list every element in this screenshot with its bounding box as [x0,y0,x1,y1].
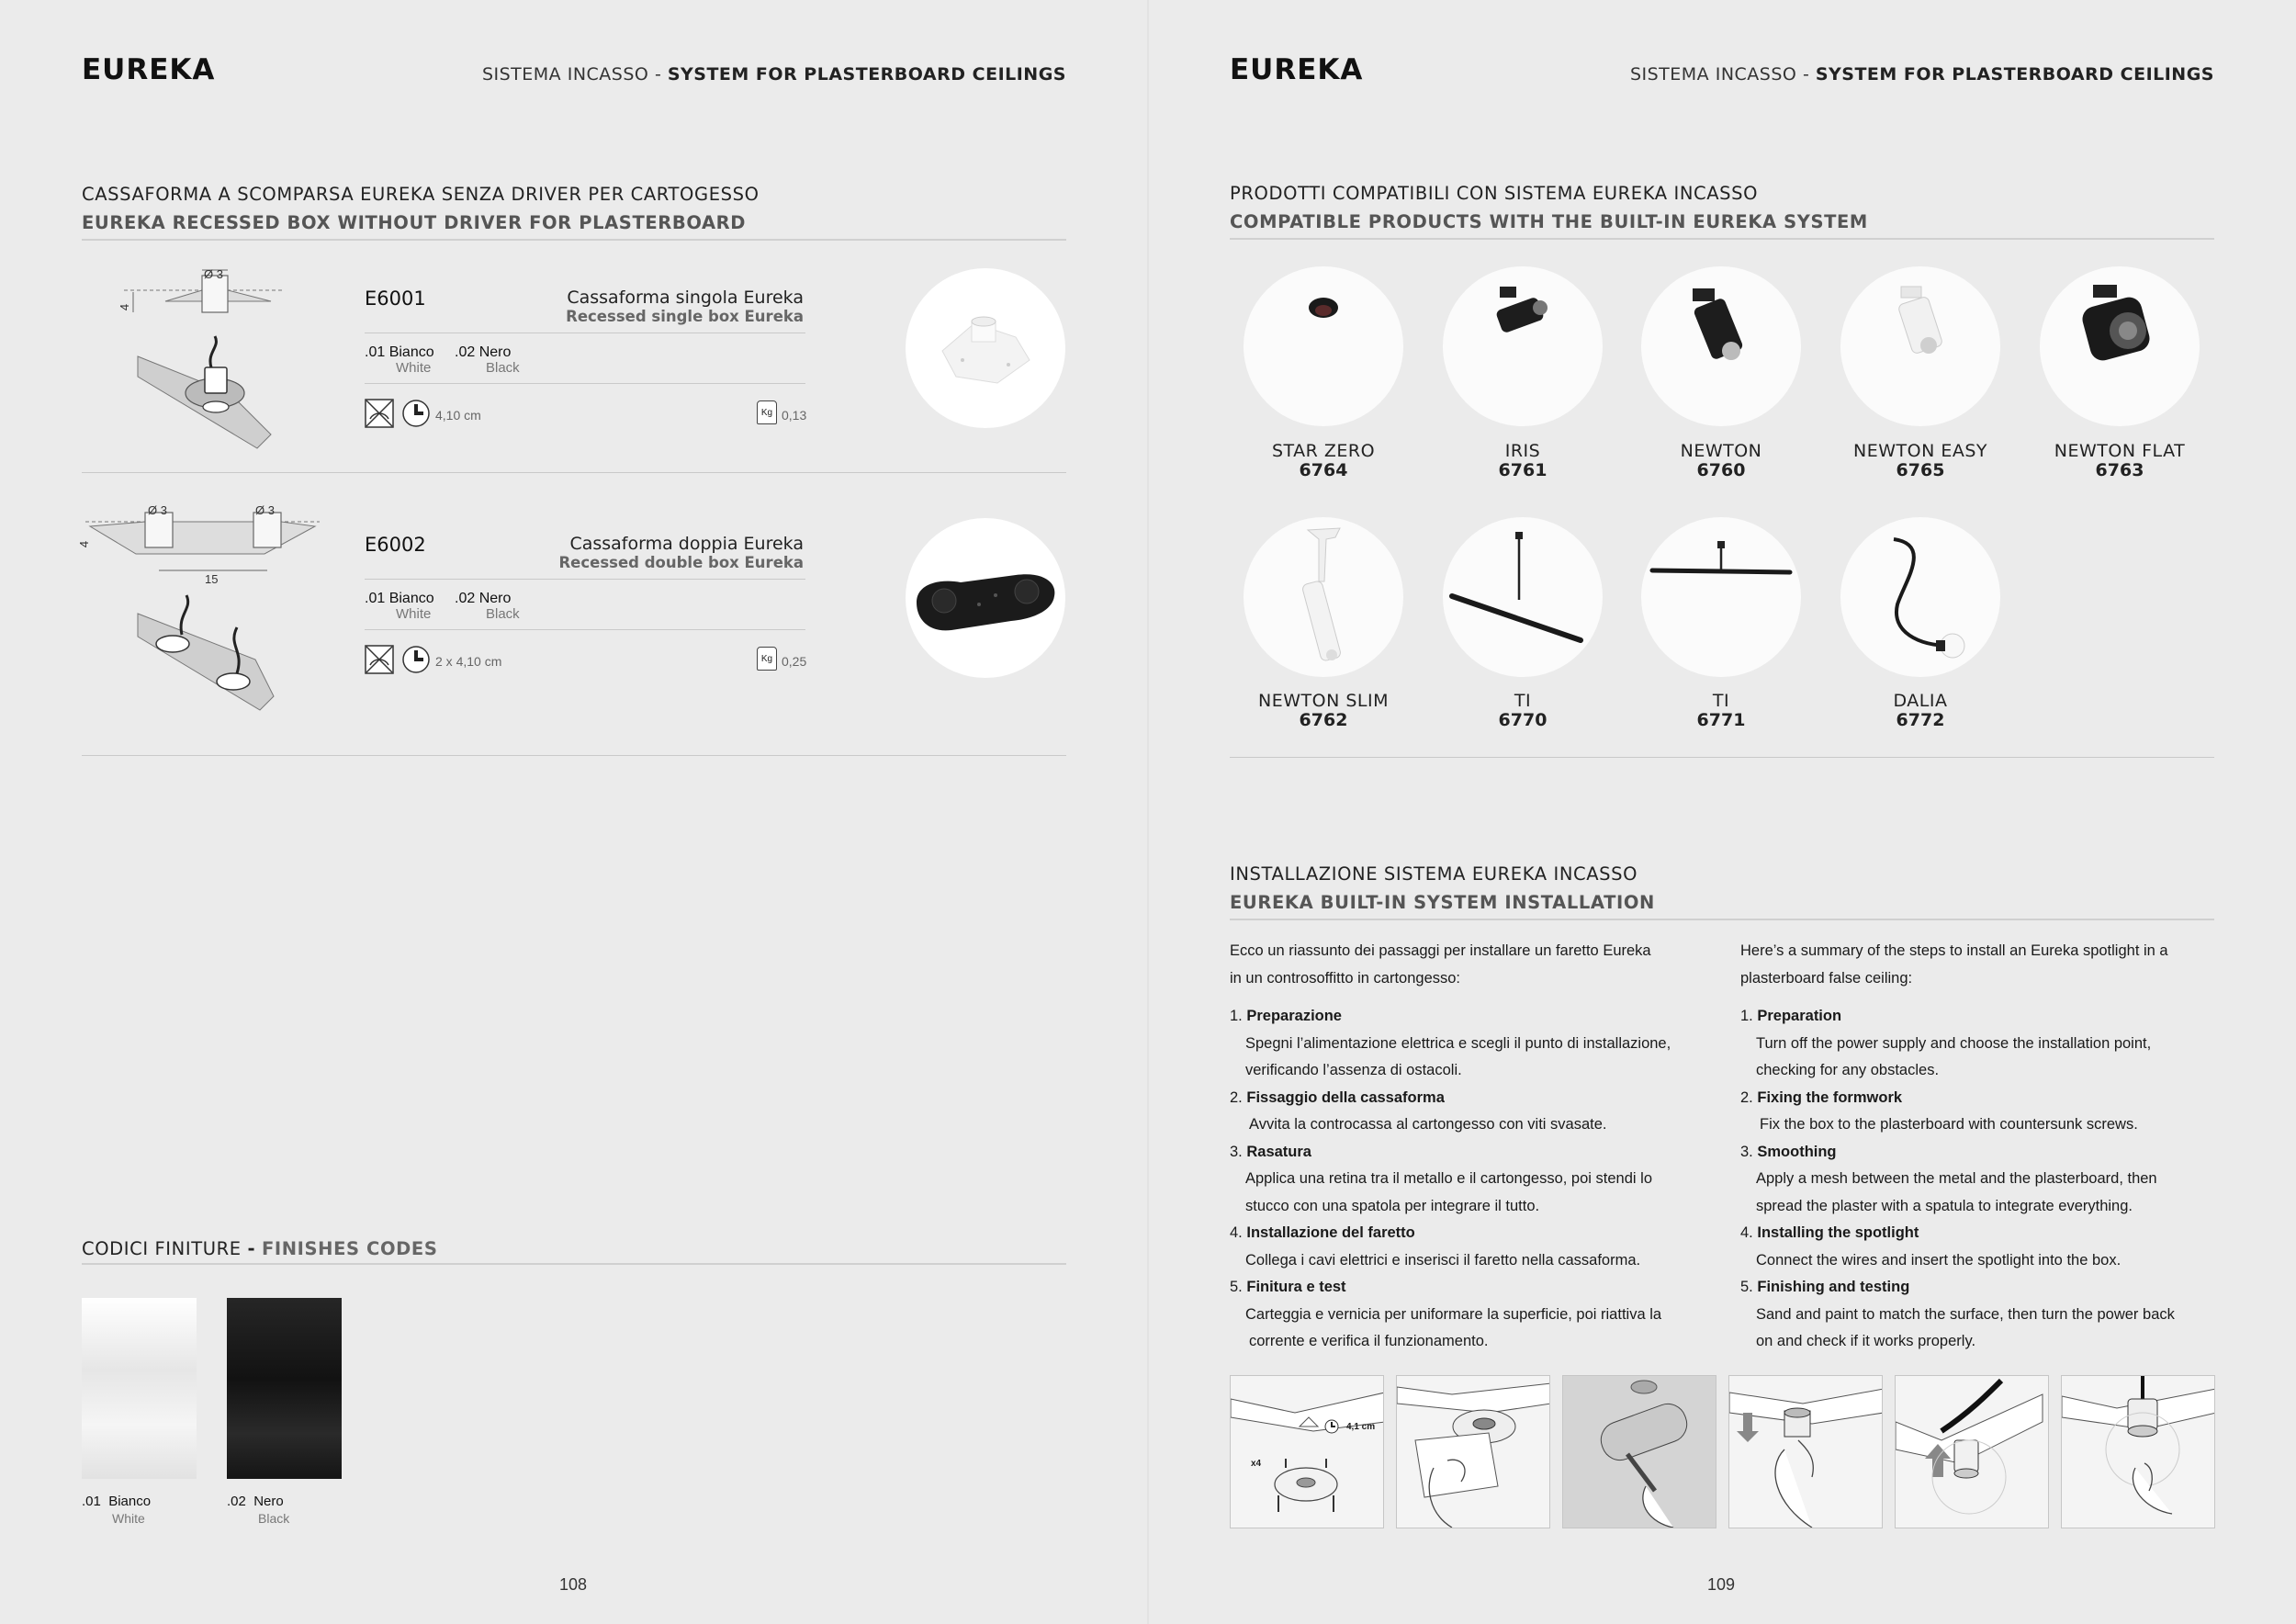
compatible-photo-dalia [1840,517,2000,677]
divider [82,755,1066,756]
illustration-cut-label: 4,1 cm [1346,1422,1376,1432]
compatible-photo-ti-6770 [1443,517,1603,677]
compatible-name: NEWTON EASY [1853,441,1987,461]
product-weight: 0,25 [782,654,807,669]
finish-code: .01 Bianco [82,1494,152,1509]
product-name-it: Cassaforma doppia Eureka [569,534,804,554]
compatible-title-en: COMPATIBLE PRODUCTS WITH THE BUILT-IN EUREKA SYSTEM [1230,211,1868,232]
compatible-photo-star-zero [1244,266,1403,426]
compatible-name: DALIA [1893,691,1948,711]
compatible-photo-ti-6771 [1641,517,1801,677]
variant-black-en: Black [486,606,520,622]
no-insulation-icon [365,645,394,674]
separator: - [654,64,662,85]
install-title-en: EUREKA BUILT-IN SYSTEM INSTALLATION [1230,892,1655,913]
finish-name-en: White [112,1511,145,1526]
install-illustration-step-2 [1396,1375,1550,1528]
variant-black: .02 Nero [455,591,512,606]
install-illustration-step-1 [1230,1375,1384,1528]
compatible-photo-newton-slim [1244,517,1403,677]
product-name-en: Recessed double box Eureka [558,554,804,571]
product-name-en: Recessed single box Eureka [566,308,804,325]
cut-out-icon [401,399,431,428]
divider [365,579,805,580]
install-illustration-step-6 [2061,1375,2215,1528]
install-steps-en: Here’s a summary of the steps to install an Eureka spotlight in a plasterboard false ceiling: 1. Preparation Turn off the power supply and choose the installation point, checking for any obstacles. 2. Fixing the formwork Fix the box to the plasterboard with countersunk screws. 3. Smoothing Apply a mesh between the metal and the plasterboard, then spread the plaster with a spatula to integrate everything. 4. Installing the spotlight Connect the wires and insert the spotlight into the box. 5. Finishing and testing Sand and paint to match the surface, then turn the power back on and check if it works properly. [1740,942,2175,1349]
section-title-en: EUREKA RECESSED BOX WITHOUT DRIVER FOR PLASTERBOARD [82,212,747,233]
variant-black: .02 Nero [455,344,512,360]
compatible-photo-newton-flat [2040,266,2200,426]
illustration-x4-label: x4 [1251,1459,1262,1469]
dim-height: 4 [118,303,132,311]
compatible-photo-iris [1443,266,1603,426]
divider [82,472,1066,473]
divider [365,629,805,630]
compatible-name: NEWTON SLIM [1258,691,1389,711]
brand-title: EUREKA [1230,53,1364,86]
product-photo-single-box [906,268,1065,428]
finish-name-en: Black [258,1511,290,1526]
cut-out-size: 2 x 4,10 cm [435,654,502,669]
section-divider [82,239,1066,241]
compatible-code: 6762 [1299,710,1348,730]
double-box-technical-drawing [81,508,320,712]
install-steps-it: Ecco un riassunto dei passaggi per installare un faretto Eureka in un controsoffitto in cartongesso: 1. Preparazione Spegni l’alimentazione elettrica e scegli il punto di installazione, verificando l’assenza di ostacoli. 2. Fissaggio della cassaforma Avvita la controcassa al cartongesso con viti svasate. 3. Rasatura Applica una retina tra il metallo e il cartongesso, poi stendi lo stucco con una spatola per integrare il tutto. 4. Installazione del faretto Collega i cavi elettrici e inserisci il faretto nella cassaforma. 5. Finitura e test Carteggia e vernicia per uniformare la superficie, poi riattiva la corrente e verifica il funzionamento. [1230,942,1671,1349]
product-weight: 0,13 [782,408,807,423]
compatible-photo-newton [1641,266,1801,426]
compatible-name: IRIS [1504,441,1541,461]
cut-out-icon [401,645,431,674]
variant-white-en: White [396,606,432,622]
section-divider [1230,238,2214,240]
system-subtitle: SISTEMA INCASSO - SYSTEM FOR PLASTERBOARD CEILINGS [1629,64,2214,85]
weight-icon: Kg [757,400,777,424]
system-it: SISTEMA INCASSO [481,64,649,85]
system-subtitle [482,64,1066,85]
variant-white: .01 Bianco [365,344,434,360]
compatible-name: NEWTON [1680,441,1762,461]
compatible-code: 6760 [1696,460,1746,480]
compatible-code: 6770 [1498,710,1548,730]
compatible-photo-newton-easy [1840,266,2000,426]
compatible-code: 6764 [1299,460,1348,480]
single-box-technical-drawing [119,265,285,453]
compatible-code: 6765 [1896,460,1945,480]
brand-title: EUREKA [82,53,216,86]
page-number: 108 [558,1575,588,1594]
dim-height: 4 [77,540,92,548]
product-code: E6001 [365,288,426,310]
system-en: SYSTEM FOR PLASTERBOARD CEILINGS [667,64,1066,85]
weight-icon: Kg [757,647,777,671]
variant-white-en: White [396,360,432,376]
finishes-title: CODICI FINITURE - FINISHES CODES [82,1238,438,1259]
product-name-it: Cassaforma singola Eureka [567,288,804,308]
variant-black-en: Black [486,360,520,376]
product-photo-double-box [906,518,1065,678]
compatible-code: 6761 [1498,460,1548,480]
divider [1230,757,2214,758]
variant-white: .01 Bianco [365,591,434,606]
section-title-it: CASSAFORMA A SCOMPARSA EUREKA SENZA DRIVER PER CARTOGESSO [82,184,760,205]
right-page [1148,0,2296,1624]
install-illustration-step-3 [1562,1375,1716,1528]
compatible-code: 6763 [2095,460,2144,480]
compatible-name: TI [1712,691,1730,711]
compatible-code: 6772 [1896,710,1945,730]
no-insulation-icon [365,399,394,428]
section-divider [1230,919,2214,920]
section-divider [82,1263,1066,1265]
finish-swatch-black [227,1298,342,1479]
install-illustration-step-5 [1895,1375,2049,1528]
compatible-name: TI [1514,691,1532,711]
compatible-name: STAR ZERO [1271,441,1376,461]
page-number: 109 [1706,1575,1736,1594]
finish-code: .02 Nero [227,1494,284,1509]
dim-diameter: Ø 3 [148,503,167,517]
install-illustration-step-4 [1728,1375,1883,1528]
dim-diameter: Ø 3 [204,267,223,281]
compatible-name: NEWTON FLAT [2054,441,2186,461]
divider [365,383,805,384]
product-code: E6002 [365,534,426,556]
cut-out-size: 4,10 cm [435,408,481,423]
install-title-it: INSTALLAZIONE SISTEMA EUREKA INCASSO [1230,863,1638,885]
finish-swatch-white [82,1298,197,1479]
dim-diameter: Ø 3 [255,503,275,517]
compatible-title-it: PRODOTTI COMPATIBILI CON SISTEMA EUREKA INCASSO [1230,183,1759,204]
dim-length: 15 [205,572,219,586]
compatible-code: 6771 [1696,710,1746,730]
